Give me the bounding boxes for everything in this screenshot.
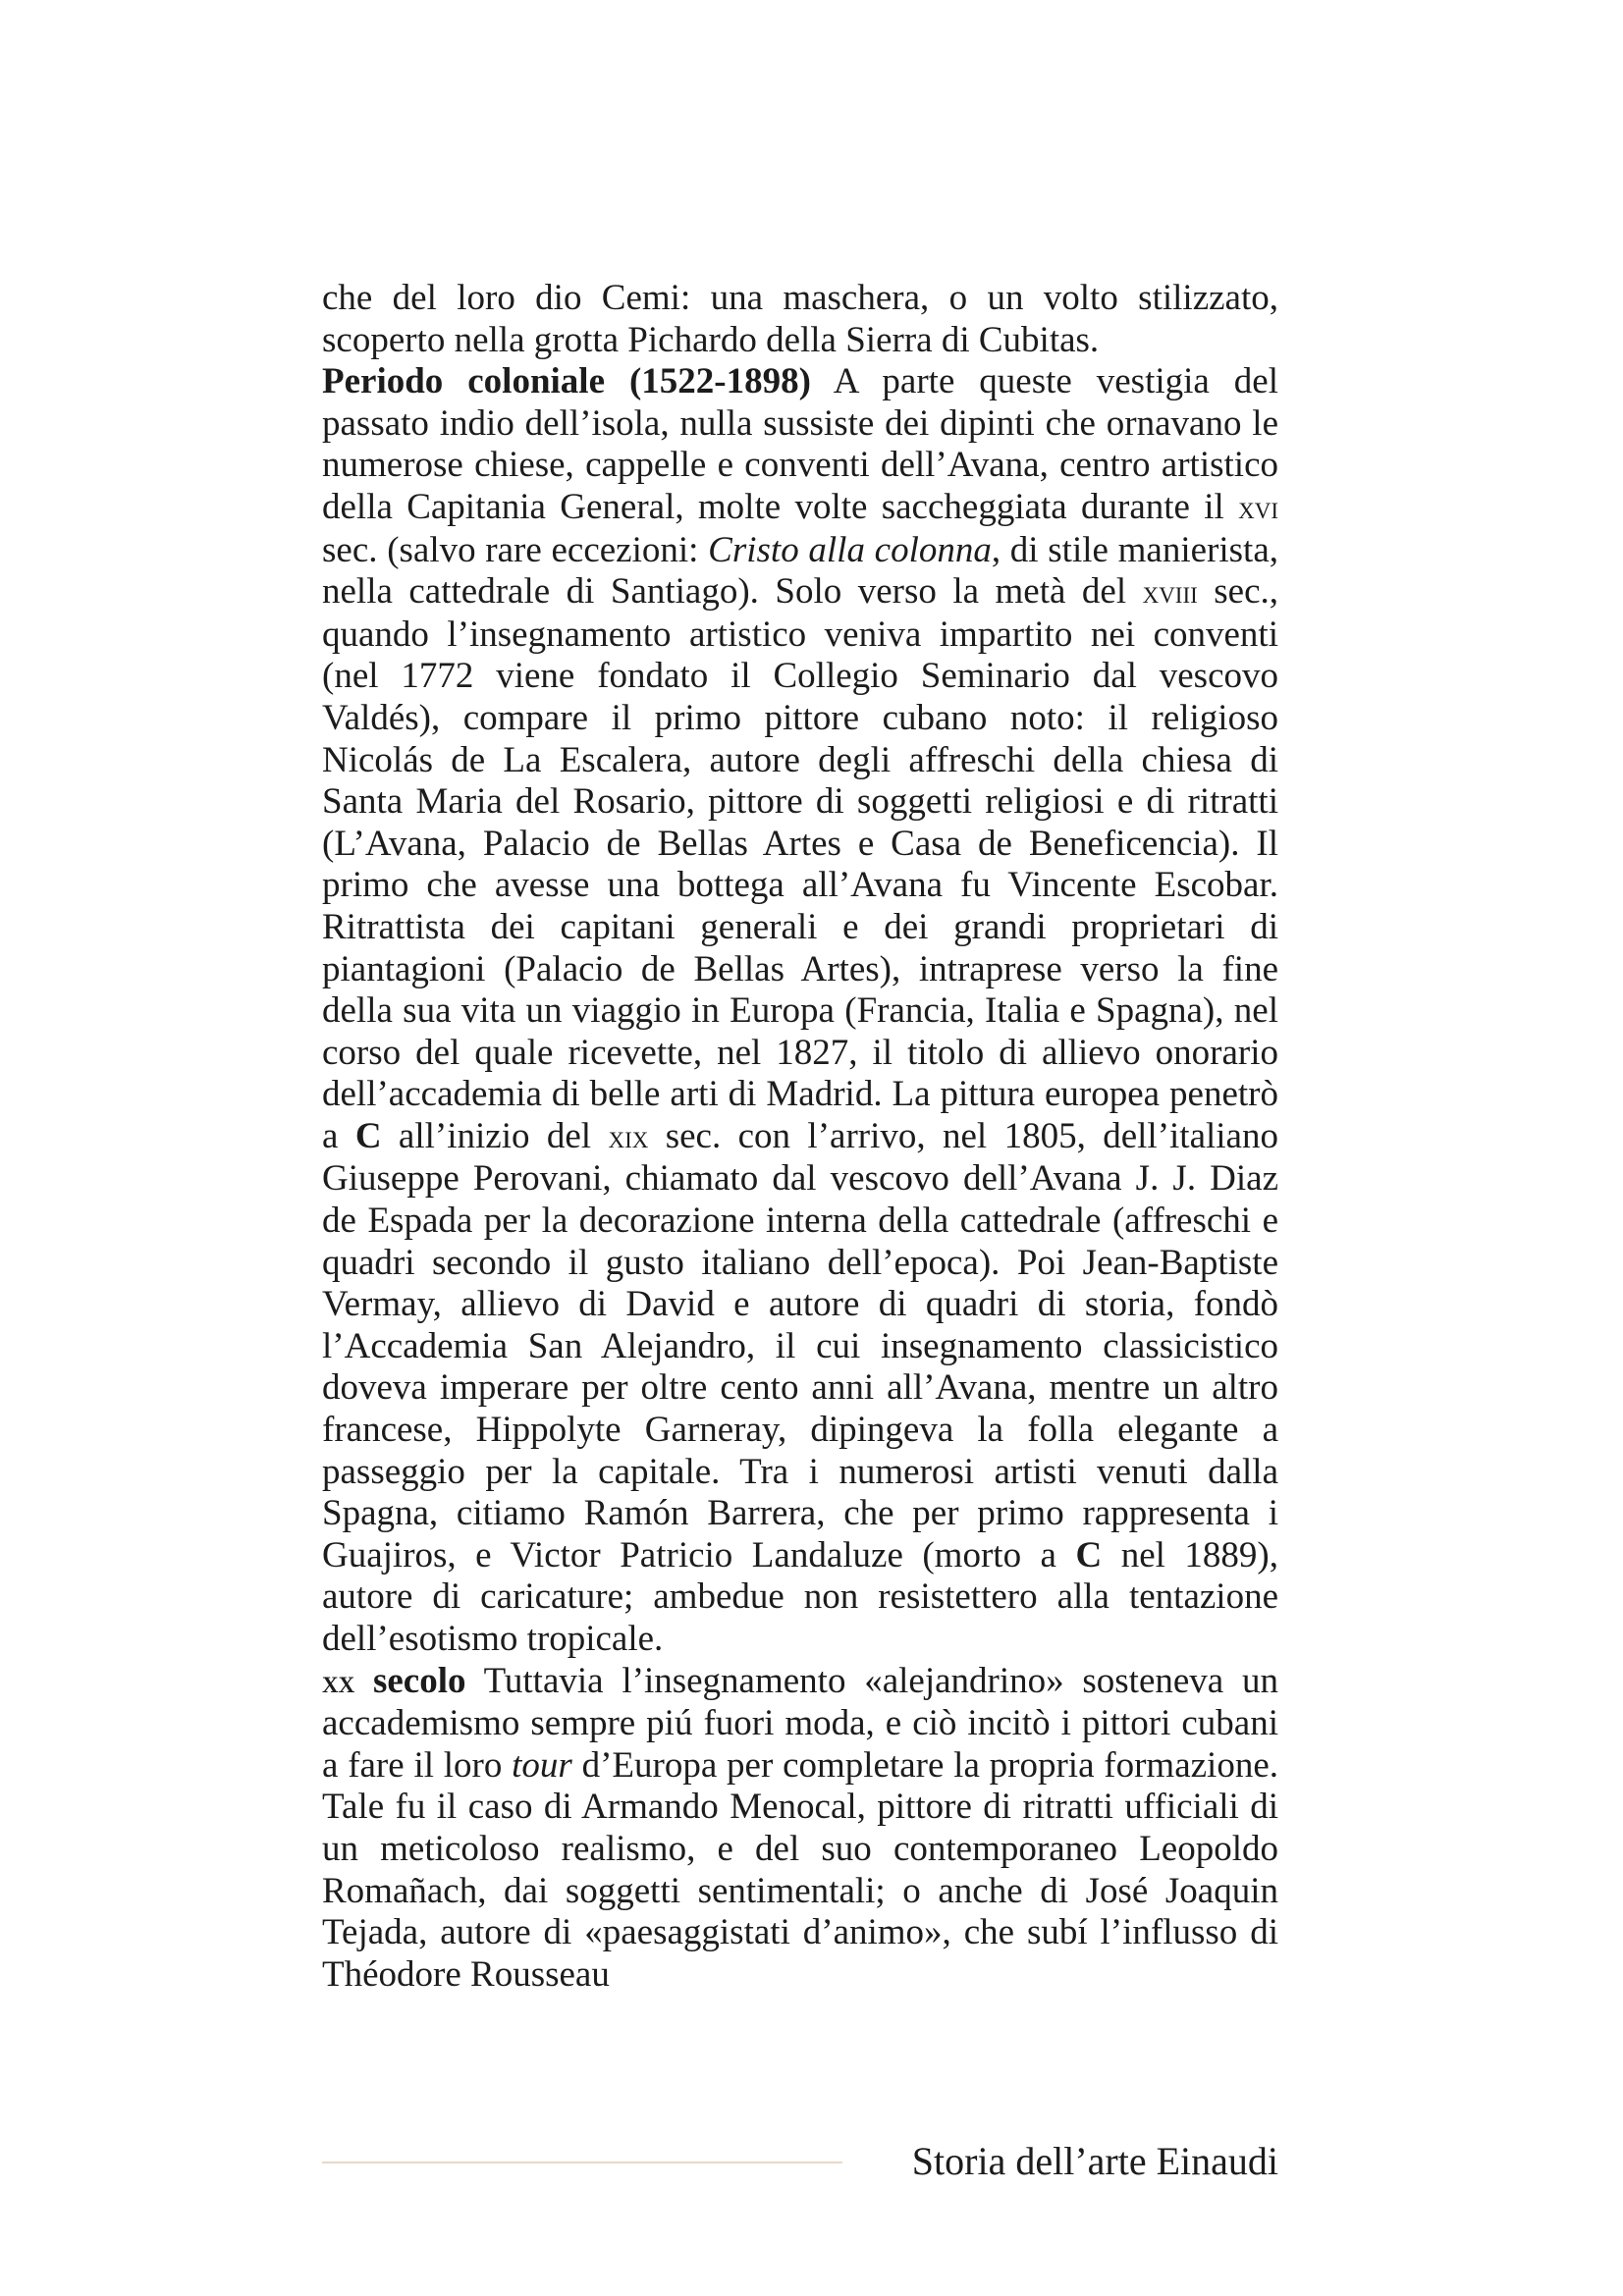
paragraph-text: A parte queste vestigia del passato indio dell’isola, nulla sussiste dei dipinti che ornavano le numerose chiese, cappelle e conventi dell’Avana, centro artistico della Capitania General, molte volte saccheggiata durante il xyxy=(322,361,1278,527)
italic-term: tour xyxy=(512,1744,572,1786)
section-heading-text: secolo xyxy=(354,1660,466,1701)
page-footer xyxy=(322,2138,1278,2187)
paragraph-xx-secolo xyxy=(322,1661,1278,1997)
body-text xyxy=(322,278,1278,1996)
century-numeral: xx xyxy=(322,1663,355,1700)
paragraph-text: sec., quando l’insegnamento artistico veniva impartito nei conventi (nel 1772 viene fondato il Collegio Seminario dal vescovo Valdés), compare il primo pittore cubano noto: il religioso Nicolás de La Escalera, autore degli affreschi della chiesa di Santa Maria del Rosario, pittore di soggetti religiosi e di ritratti (L’Avana, Palacio de Bellas Artes e Casa de Beneficencia). Il primo che avesse una bottega all’Avana fu Vincente Escobar. Ritrattista dei capitani generali e dei grandi proprietari di piantagioni (Palacio de Bellas Artes), intraprese verso la fine della sua vita un viaggio in Europa (Francia, Italia e Spagna), nel corso del quale ricevette, nel 1827, il titolo di allievo onorario dell’accademia di belle arti di Madrid. La pittura europea penetrò a xyxy=(322,571,1278,1156)
paragraph-text: sec. con l’arrivo, nel 1805, dell’italiano Giuseppe Perovani, chiamato dal vescovo dell’Avana J. J. Diaz de Espada per la decorazione interna della cattedrale (affreschi e quadri secondo il gusto italiano dell’epoca). Poi Jean-Baptiste Vermay, allievo di David e autore di quadri di storia, fondò l’Accademia San Alejandro, il cui insegnamento classicistico doveva imperare per oltre cento anni all’Avana, mentre un altro francese, Hippolyte Garneray, dipingeva la folla elegante a passeggio per la capitale. Tra i numerosi artisti venuti dalla Spagna, citiamo Ramón Barrera, che per primo rappresenta i Guajiros, e Victor Patricio Landaluze (morto a xyxy=(322,1115,1278,1575)
paragraph-text: all’inizio del xyxy=(381,1115,609,1156)
paragraph-text: nel 1889), autore di caricature; ambedue non resistettero alla tentazione dell’esotismo tropicale. xyxy=(322,1534,1278,1659)
footer-publication-title: Storia dell’arte Einaudi xyxy=(911,2139,1278,2183)
artwork-title: Cristo alla colonna xyxy=(708,529,992,570)
paragraph-periodo-coloniale xyxy=(322,361,1278,1660)
country-abbreviation: C xyxy=(1075,1534,1103,1575)
paragraph-text: Tuttavia l’insegnamento «alejandrino» sosteneva un accademismo sempre piú fuori moda, e ciò incitò i pittori cubani a fare il loro xyxy=(322,1660,1278,1786)
section-heading-xx-secolo xyxy=(322,1661,466,1701)
century-numeral: xix xyxy=(608,1118,649,1155)
paragraph-text: sec. (salvo rare eccezioni: xyxy=(322,529,709,570)
century-numeral: xviii xyxy=(1142,574,1198,612)
section-heading-periodo-coloniale: Periodo coloniale (1522-1898) xyxy=(322,361,811,402)
footer-rule xyxy=(322,2162,842,2163)
country-abbreviation: C xyxy=(354,1115,382,1156)
paragraph-cemi xyxy=(322,278,1278,361)
century-numeral: xvi xyxy=(1238,489,1278,526)
paragraph-text: che del loro dio Cemi: una maschera, o un volto stilizzato, scoperto nella grotta Pichardo della Sierra di Cubitas. xyxy=(322,278,1278,360)
paragraph-text: d’Europa per completare la propria formazione. Tale fu il caso di Armando Menocal, pittore di ritratti ufficiali di un meticoloso realismo, e del suo contemporaneo Leopoldo Romañach, dai soggetti sentimentali; o anche di José Joaquin Tejada, autore di «paesaggistati d’animo», che subí l’influsso di Théodore Rousseau xyxy=(322,1744,1278,1995)
paragraph-text: , di stile manierista, nella cattedrale di Santiago). Solo verso la metà del xyxy=(322,529,1279,613)
